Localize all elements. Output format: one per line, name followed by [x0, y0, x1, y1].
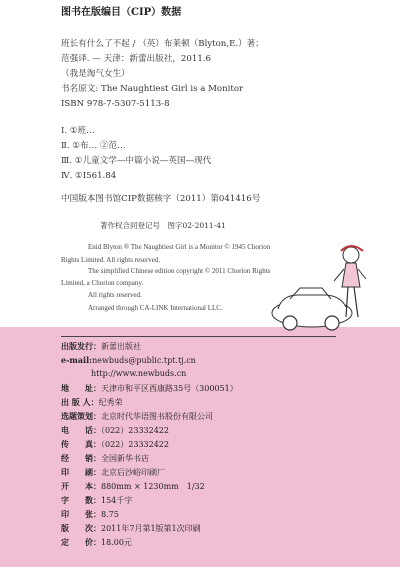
cip-line-original-title: 书名原文: The Naughtiest Girl is a Monitor — [61, 84, 244, 94]
address-value: 天津市和平区西康路35号（300051） — [101, 384, 238, 393]
distributor-label: 经 销： — [61, 453, 101, 463]
edition-value: 2011年7月第1版第1次印刷 — [101, 524, 201, 533]
sheets-label: 印 张： — [61, 509, 101, 519]
publisher-label: 出版发行： — [61, 341, 101, 351]
copyright-en-2: Rights Limited. All rights reserved. — [61, 256, 161, 264]
cip-line-series: （我是淘气女生） — [61, 69, 130, 79]
publisher-person-label: 出 版 人： — [61, 397, 99, 407]
publisher-row-8 — [61, 454, 149, 463]
publisher-row-1 — [61, 356, 196, 365]
email-value: newbuds@public.tpt.tj.cn — [92, 356, 196, 365]
printer-label: 印 刷： — [61, 467, 101, 477]
publisher-row-10 — [61, 482, 205, 491]
word-count-value: 154千字 — [101, 496, 133, 505]
word-count-label: 字 数： — [61, 495, 101, 505]
publisher-row-13 — [61, 524, 201, 533]
printer-value: 北京后沙峪印刷厂 — [101, 468, 165, 477]
copyright-en-1: Enid Blyton ® The Naughtiest Girl is a Monitor © 1945 Chorion — [88, 243, 271, 251]
publisher-row-11 — [61, 496, 132, 505]
format-label: 开 本： — [61, 481, 101, 491]
phone-value: （022）23332422 — [101, 426, 169, 435]
copyright-registration: 著作权合同登记号 图字02-2011-41 — [100, 221, 226, 230]
divider — [61, 336, 336, 337]
cip-line-title: 班长有什么了不起 / （英）布莱顿（Blyton,E.）著； — [61, 39, 264, 49]
cip-heading: 图书在版编目（CIP）数据 — [61, 7, 182, 18]
classification-1: Ⅰ. ①班… — [61, 126, 95, 136]
edition-label: 版 次： — [61, 523, 101, 533]
price-value: 18.00元 — [101, 538, 132, 547]
planning-value: 北京时代华语图书股份有限公司 — [101, 412, 213, 421]
classification-3: Ⅲ. ①儿童文学—中篇小说—英国—现代 — [61, 156, 212, 166]
publisher-row-7 — [61, 440, 169, 449]
phone-label: 电 话： — [61, 425, 101, 435]
publisher-row-3 — [61, 384, 238, 393]
planning-label: 选题策划： — [61, 411, 101, 421]
publisher-value: 新蕾出版社 — [101, 342, 141, 351]
cip-line-isbn: ISBN 978-7-5307-5113-8 — [61, 99, 170, 109]
copyright-en-4: Limited, a Chorion company. — [61, 279, 144, 287]
cip-number: 中国版本图书馆CIP数据核字（2011）第041416号 — [61, 194, 261, 204]
publisher-row-14 — [61, 538, 132, 547]
format-value: 880mm × 1230mm 1/32 — [101, 482, 205, 491]
cip-line-translator: 范强译. — 天津：新蕾出版社，2011.6 — [61, 54, 211, 64]
publisher-row-2 — [91, 370, 186, 378]
classification-4: Ⅳ. ①I561.84 — [61, 171, 117, 181]
fax-label: 传 真： — [61, 439, 101, 449]
copyright-en-5: All rights reserved. — [88, 291, 142, 299]
classification-2: Ⅱ. ①布… ②范… — [61, 141, 126, 151]
price-label: 定 价： — [61, 537, 101, 547]
publisher-row-4 — [61, 398, 123, 407]
email-label: e-mail: — [61, 355, 93, 365]
publisher-row-9 — [61, 468, 165, 477]
distributor-value: 全国新华书店 — [101, 454, 149, 463]
website-value: http://www.newbuds.cn — [91, 369, 187, 378]
publisher-row-12 — [61, 510, 119, 519]
girl-car-illustration — [268, 243, 368, 335]
fax-value: （022）23332422 — [101, 440, 169, 449]
copyright-en-3: The simplified Chinese edition copyright © 2011 Chorion Rights — [88, 267, 271, 275]
address-label: 地 址： — [61, 383, 101, 393]
publisher-row-0 — [61, 342, 141, 351]
publisher-row-6 — [61, 426, 169, 435]
publisher-row-5 — [61, 412, 213, 421]
publisher-person-value: 纪秀荣 — [98, 398, 123, 407]
copyright-en-6: Arranged through CA-LINK International LLC. — [88, 304, 223, 312]
sheets-value: 8.75 — [101, 510, 119, 519]
